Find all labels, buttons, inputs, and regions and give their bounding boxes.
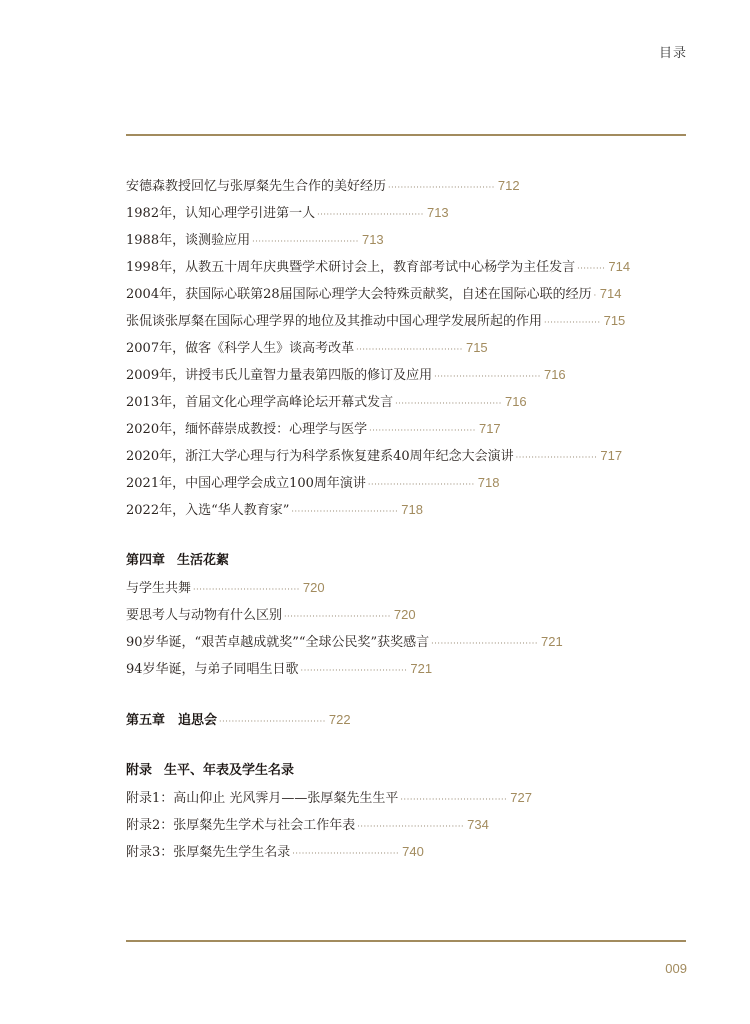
toc-entry[interactable] [126, 415, 686, 442]
toc-entry-label: 2021年，中国心理学会成立100周年演讲 [126, 476, 366, 491]
toc-entry-page: 727 [510, 790, 532, 805]
toc-entry-label: 第五章 追思会 [126, 713, 218, 728]
leader-dots: ·························· [515, 453, 598, 462]
toc-entry[interactable] [126, 442, 686, 469]
toc-group-chapter3-continued [126, 172, 686, 523]
footer-rule [126, 940, 686, 942]
toc-group-chapter5 [126, 706, 686, 733]
toc-entry-page: 717 [478, 421, 501, 436]
toc-entry-page: 715 [465, 340, 488, 355]
leader-dots: ·································· [367, 480, 475, 489]
toc-entry[interactable] [126, 172, 686, 199]
toc-entry-label: 要思考人与动物有什么区别 [126, 608, 283, 623]
leader-dots: ·································· [395, 399, 502, 408]
toc-entry[interactable] [126, 469, 686, 496]
toc-entry-label: 2004年，获国际心联第28届国际心理学大会特殊贡献奖，自述在国际心联的经历 [126, 287, 592, 302]
leader-dots: ·································· [300, 666, 408, 675]
toc-entry-label: 与学生共舞 [126, 581, 192, 596]
toc-entry[interactable] [126, 784, 686, 811]
leader-dots: ·································· [388, 183, 495, 192]
appendix-heading[interactable] [126, 757, 686, 784]
table-of-contents [126, 172, 686, 865]
toc-entry-page: 714 [608, 259, 631, 274]
page-number: 009 [665, 961, 687, 976]
header-rule [126, 134, 686, 136]
toc-entry-label: 附录3：张厚粲先生学生名录 [126, 845, 291, 860]
toc-entry-page: 716 [504, 394, 527, 409]
toc-entry-label: 1982年，认知心理学引进第一人 [126, 206, 316, 221]
toc-entry[interactable] [126, 226, 686, 253]
leader-dots: ·································· [431, 639, 539, 648]
toc-entry-label: 2020年，浙江大学心理与行为科学系恢复建系40周年纪念大会演讲 [126, 449, 514, 464]
chapter-title: 生平、年表及学生名录 [164, 763, 295, 778]
toc-entry-page: 715 [603, 313, 626, 328]
toc-entry-page: 713 [426, 205, 449, 220]
toc-entry-page: 712 [497, 178, 520, 193]
toc-entry[interactable] [126, 361, 686, 388]
chapter-title: 生活花絮 [177, 553, 230, 568]
toc-entry[interactable] [126, 628, 686, 655]
toc-entry-page: 717 [600, 448, 623, 463]
toc-entry[interactable] [126, 838, 686, 865]
group-spacer [126, 523, 686, 547]
toc-entry[interactable] [126, 334, 686, 361]
toc-entry[interactable] [126, 253, 686, 280]
leader-dots: ·································· [291, 507, 399, 516]
chapter-heading[interactable] [126, 547, 686, 574]
toc-entry-page: 718 [477, 475, 500, 490]
leader-dots: ·································· [252, 237, 359, 246]
leader-dots: ·································· [219, 717, 326, 726]
leader-dots: ·································· [284, 612, 391, 621]
toc-entry[interactable] [126, 655, 686, 682]
toc-entry-page: 721 [410, 661, 433, 676]
leader-dots: ·································· [193, 585, 300, 594]
toc-entry-label: 安德森教授回忆与张厚粲先生合作的美好经历 [126, 179, 387, 194]
toc-entry[interactable] [126, 601, 686, 628]
toc-entry-label: 1988年，谈测验应用 [126, 233, 251, 248]
toc-entry-page: 721 [541, 634, 563, 649]
leader-dots: ········· [577, 264, 606, 273]
toc-entry-label: 附录1：高山仰止 光风霁月——张厚粲先生生平 [126, 791, 399, 806]
toc-group-chapter4 [126, 547, 686, 682]
toc-entry-label: 2007年，做客《科学人生》谈高考改革 [126, 341, 355, 356]
chapter-number: 第四章 [126, 553, 166, 568]
group-spacer [126, 682, 686, 706]
chapter-entry[interactable] [126, 706, 686, 733]
toc-entry-page: 718 [401, 502, 423, 517]
leader-dots: ·································· [369, 426, 476, 435]
toc-group-appendix [126, 757, 686, 865]
toc-entry-label: 2022年，入选“华人教育家” [126, 503, 290, 518]
toc-entry-page: 720 [393, 607, 416, 622]
toc-entry-label: 94岁华诞，与弟子同唱生日歌 [126, 662, 299, 677]
toc-entry[interactable] [126, 199, 686, 226]
toc-entry-page: 713 [361, 232, 384, 247]
leader-dots: ·················· [544, 318, 601, 327]
toc-entry-label: 2020年，缅怀薛崇成教授：心理学与医学 [126, 422, 368, 437]
leader-dots: ·································· [292, 849, 400, 858]
toc-entry[interactable] [126, 574, 686, 601]
toc-entry-page: 722 [328, 712, 351, 727]
leader-dots: ·································· [356, 345, 463, 354]
toc-entry-page: 740 [402, 844, 424, 859]
toc-entry-label: 90岁华诞，“艰苦卓越成就奖”“全球公民奖”获奖感言 [126, 635, 430, 650]
toc-entry[interactable] [126, 388, 686, 415]
leader-dots: ·································· [400, 795, 508, 804]
toc-entry-page: 734 [467, 817, 489, 832]
leader-dots: ·································· [357, 822, 465, 831]
leader-dots: ·································· [434, 372, 541, 381]
toc-entry-page: 716 [543, 367, 566, 382]
leader-dots: ·································· [317, 210, 424, 219]
toc-entry[interactable] [126, 496, 686, 523]
toc-entry[interactable] [126, 811, 686, 838]
toc-entry-page: 714 [599, 286, 622, 301]
running-head-title: 目录 [658, 46, 687, 61]
chapter-number: 附录 [126, 763, 153, 778]
toc-entry-label: 张侃谈张厚粲在国际心理学界的地位及其推动中国心理学发展所起的作用 [126, 314, 543, 329]
toc-entry[interactable] [126, 280, 686, 307]
toc-entry-page: 720 [302, 580, 325, 595]
toc-entry-label: 2013年，首届文化心理学高峰论坛开幕式发言 [126, 395, 394, 410]
group-spacer [126, 733, 686, 757]
toc-entry-label: 附录2：张厚粲先生学术与社会工作年表 [126, 818, 356, 833]
leader-dots: · [593, 291, 597, 300]
toc-entry-label: 2009年，讲授韦氏儿童智力量表第四版的修订及应用 [126, 368, 433, 383]
toc-entry[interactable] [126, 307, 686, 334]
toc-entry-label: 1998年，从教五十周年庆典暨学术研讨会上，教育部考试中心杨学为主任发言 [126, 260, 576, 275]
